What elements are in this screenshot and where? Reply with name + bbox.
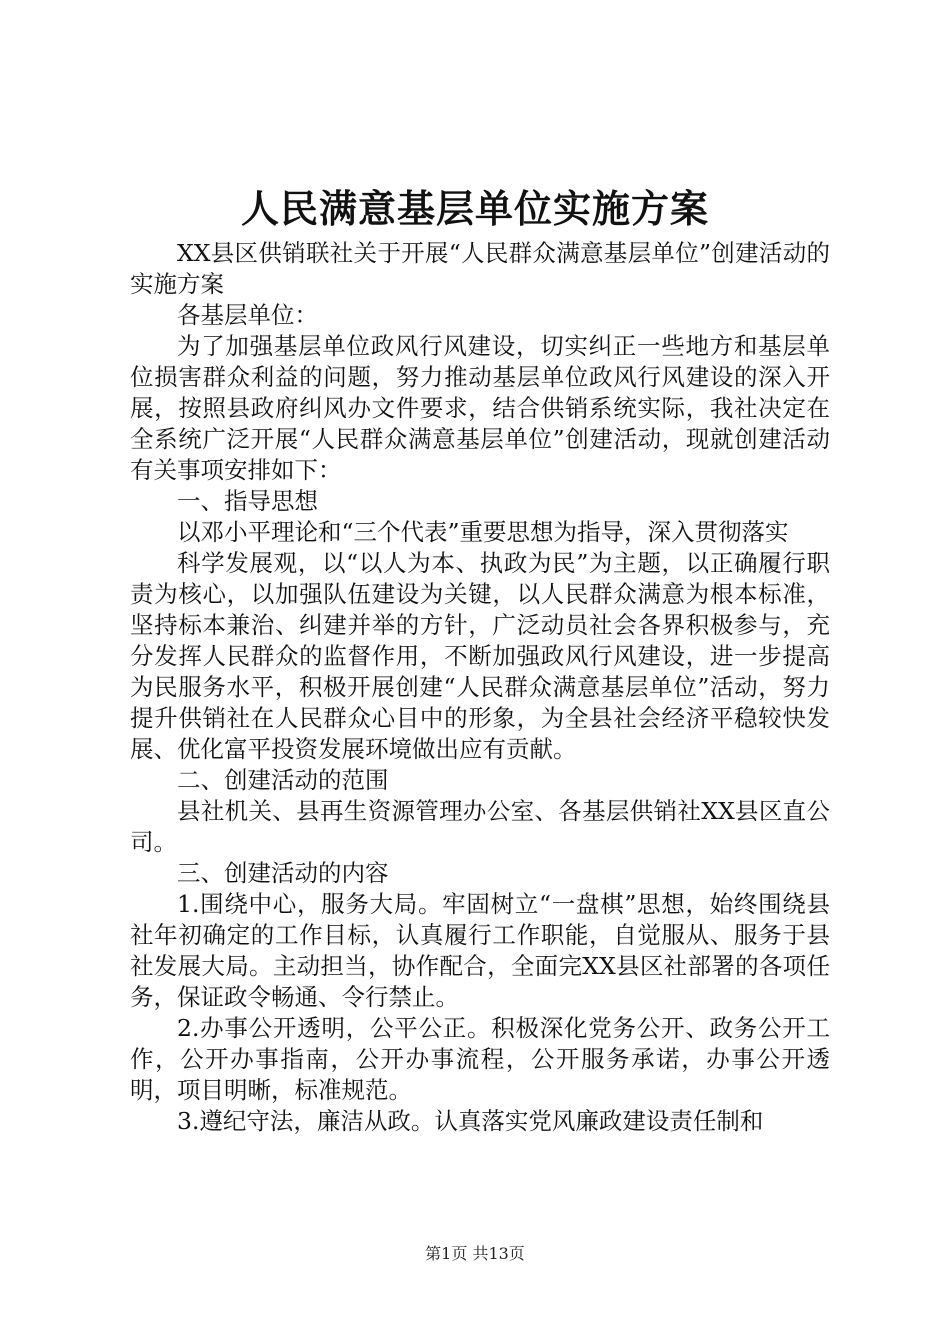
paragraph-item-1: 1.围绕中心，服务大局。牢固树立“一盘棋”思想，始终围绕县社年初确定的工作目标，认真履行工作职能，自觉服从、服务于县社发展大局。主动担当，协作配合，全面完XX县区社部署的各项任务，保证政令畅通、令行禁止。: [130, 890, 830, 1011]
paragraph-scientific-outlook: 科学发展观，以“以人为本、执政为民”为主题，以正确履行职责为核心，以加强队伍建设为关键，以人民群众满意为根本标准，坚持标本兼治、纠建并举的方针，广泛动员社会各界积极参与，充分发挥人民群众的监督作用，不断加强政风行风建设，进一步提高为民服务水平，积极开展创建“人民群众满意基层单位”活动，努力提升供销社在人民群众心目中的形象，为全县社会经济平稳较快发展、优化富平投资发展环境做出应有贡献。: [130, 549, 830, 763]
paragraph-item-3: 3.遵纪守法，廉洁从政。认真落实党风廉政建设责任制和: [177, 1107, 764, 1135]
section-heading-scope: 二、创建活动的范围: [177, 766, 389, 794]
paragraph-heading-line: XX县区供销联社关于开展“人民群众满意基层单位”创建活动的实施方案: [130, 239, 830, 298]
page-footer: 第1页 共13页: [425, 1244, 525, 1263]
paragraph-guiding-ideology: 以邓小平理论和“三个代表”重要思想为指导，深入贯彻落实: [177, 518, 789, 546]
paragraph-salutation: 各基层单位：: [177, 301, 318, 329]
paragraph-item-2: 2.办事公开透明，公平公正。积极深化党务公开、政务公开工作，公开办事指南，公开办事流程，公开服务承诺，办事公开透明，项目明晰，标准规范。: [130, 1014, 830, 1104]
document-title: 人民满意基层单位实施方案: [240, 186, 709, 231]
section-heading-content: 三、创建活动的内容: [177, 859, 389, 887]
paragraph-scope: 县社机关、县再生资源管理办公室、各基层供销社XX县区直公司。: [130, 797, 830, 856]
paragraph-intro: 为了加强基层单位政风行风建设，切实纠正一些地方和基层单位损害群众利益的问题，努力推动基层单位政风行风建设的深入开展，按照县政府纠风办文件要求，结合供销系统实际，我社决定在全系统广泛开展“人民群众满意基层单位”创建活动，现就创建活动有关事项安排如下：: [130, 332, 830, 484]
document-body: [130, 238, 830, 1137]
section-heading-guiding-ideology: 一、指导思想: [177, 487, 318, 515]
